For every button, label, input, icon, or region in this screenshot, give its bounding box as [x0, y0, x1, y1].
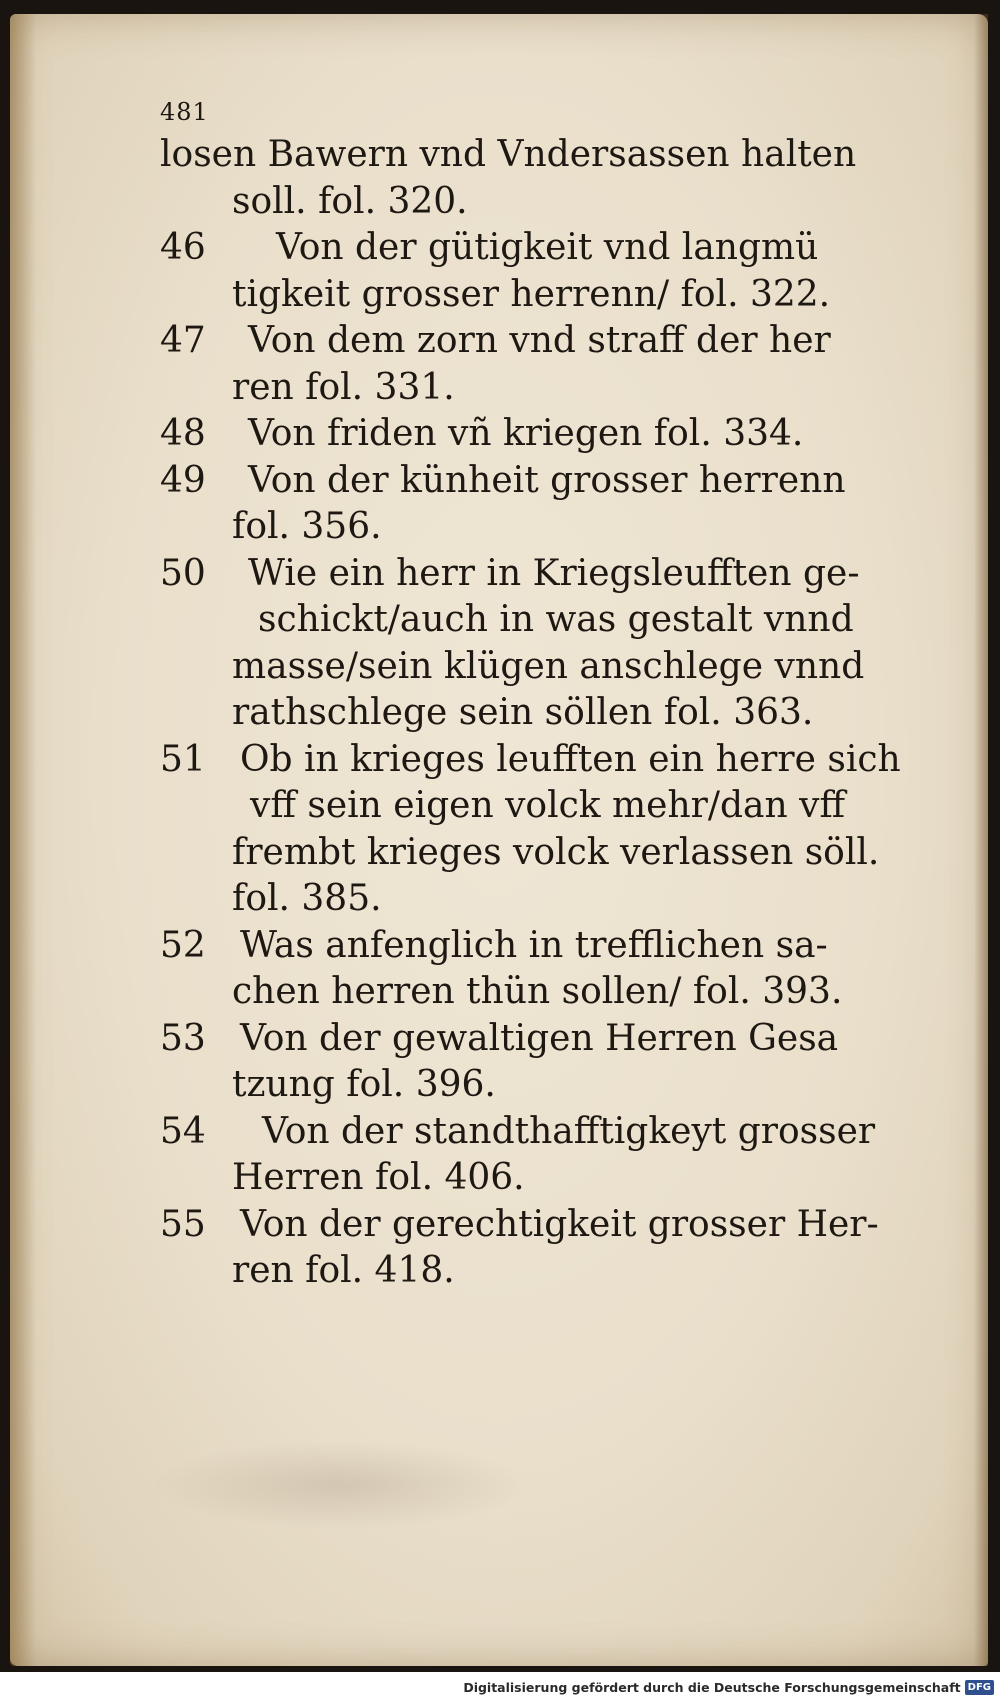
entry-line: fol. 356. [232, 506, 382, 547]
entry-line: Herren fol. 406. [232, 1157, 525, 1198]
toc-entry [160, 318, 920, 411]
page-edge-shadow [974, 14, 988, 1666]
entry-line: tzung fol. 396. [232, 1064, 496, 1105]
toc-entry [160, 225, 920, 318]
entry-number: 54 [160, 1110, 206, 1152]
entry-number: 55 [160, 1203, 206, 1245]
entry-line: chen herren thün sollen/ fol. 393. [232, 971, 843, 1012]
digitization-footer [463, 1680, 994, 1695]
entry-line: Was anfenglich in trefflichen sa- [240, 924, 828, 966]
entry-line: Wie ein herr in Kriegsleufften ge- [248, 552, 860, 594]
text-line: losen Bawern vnd Vndersassen halten [160, 134, 857, 175]
entry-line: Von der künheit grosser herrenn [248, 459, 846, 501]
entry-number: 53 [160, 1017, 206, 1059]
entry-number: 51 [160, 738, 206, 780]
page-text [160, 96, 920, 1295]
page-number: 481 [160, 98, 209, 126]
entry-line: ren fol. 418. [232, 1250, 455, 1291]
entry-line: Von der gütigkeit vnd langmü [276, 227, 819, 268]
entry-number: 50 [160, 552, 206, 594]
entry-line: Von der gewaltigen Herren Gesa [240, 1017, 839, 1059]
toc-entry [160, 923, 920, 1016]
entry-line: Ob in krieges leufften ein herre sich [240, 738, 901, 780]
toc-entry [160, 411, 920, 458]
page-gutter-shadow [10, 14, 36, 1666]
footer-text: Digitalisierung gefördert durch die Deutsche Forschungsgemeinschaft [463, 1680, 961, 1695]
toc-entry [160, 1016, 920, 1109]
entry-line: schickt/auch in was gestalt vnnd [258, 599, 854, 640]
toc-entry [160, 1202, 920, 1295]
entry-line: Von dem zorn vnd straff der her [248, 320, 831, 361]
entry-number: 47 [160, 320, 206, 361]
entry-number: 49 [160, 459, 206, 501]
entry-line: Von friden vñ kriegen fol. 334. [248, 413, 804, 454]
ink-smudge [150, 1440, 530, 1530]
entry-line: fol. 385. [232, 878, 382, 919]
entry-line: masse/sein klügen anschlege vnnd [232, 645, 865, 687]
dfg-logo-icon: DFG [965, 1680, 994, 1695]
entry-line: rathschlege sein söllen fol. 363. [232, 692, 814, 733]
entry-line: vff sein eigen volck mehr/dan vff [250, 785, 846, 826]
toc-entry [160, 1109, 920, 1202]
entry-number: 48 [160, 413, 206, 454]
entry-line: frembt krieges volck verlassen söll. [232, 831, 880, 873]
toc-entry [160, 458, 920, 551]
toc-entry [160, 551, 920, 737]
toc-entry [160, 737, 920, 923]
entry-line: tigkeit grosser herrenn/ fol. 322. [232, 273, 831, 315]
entry-line: ren fol. 331. [232, 366, 455, 408]
text-line: soll. fol. 320. [232, 180, 468, 222]
entry-number: 52 [160, 924, 206, 966]
entry-line: Von der standthafftigkeyt grosser [262, 1110, 876, 1152]
entry-line: Von der gerechtigkeit grosser Her- [240, 1203, 879, 1245]
entry-number: 46 [160, 227, 206, 268]
